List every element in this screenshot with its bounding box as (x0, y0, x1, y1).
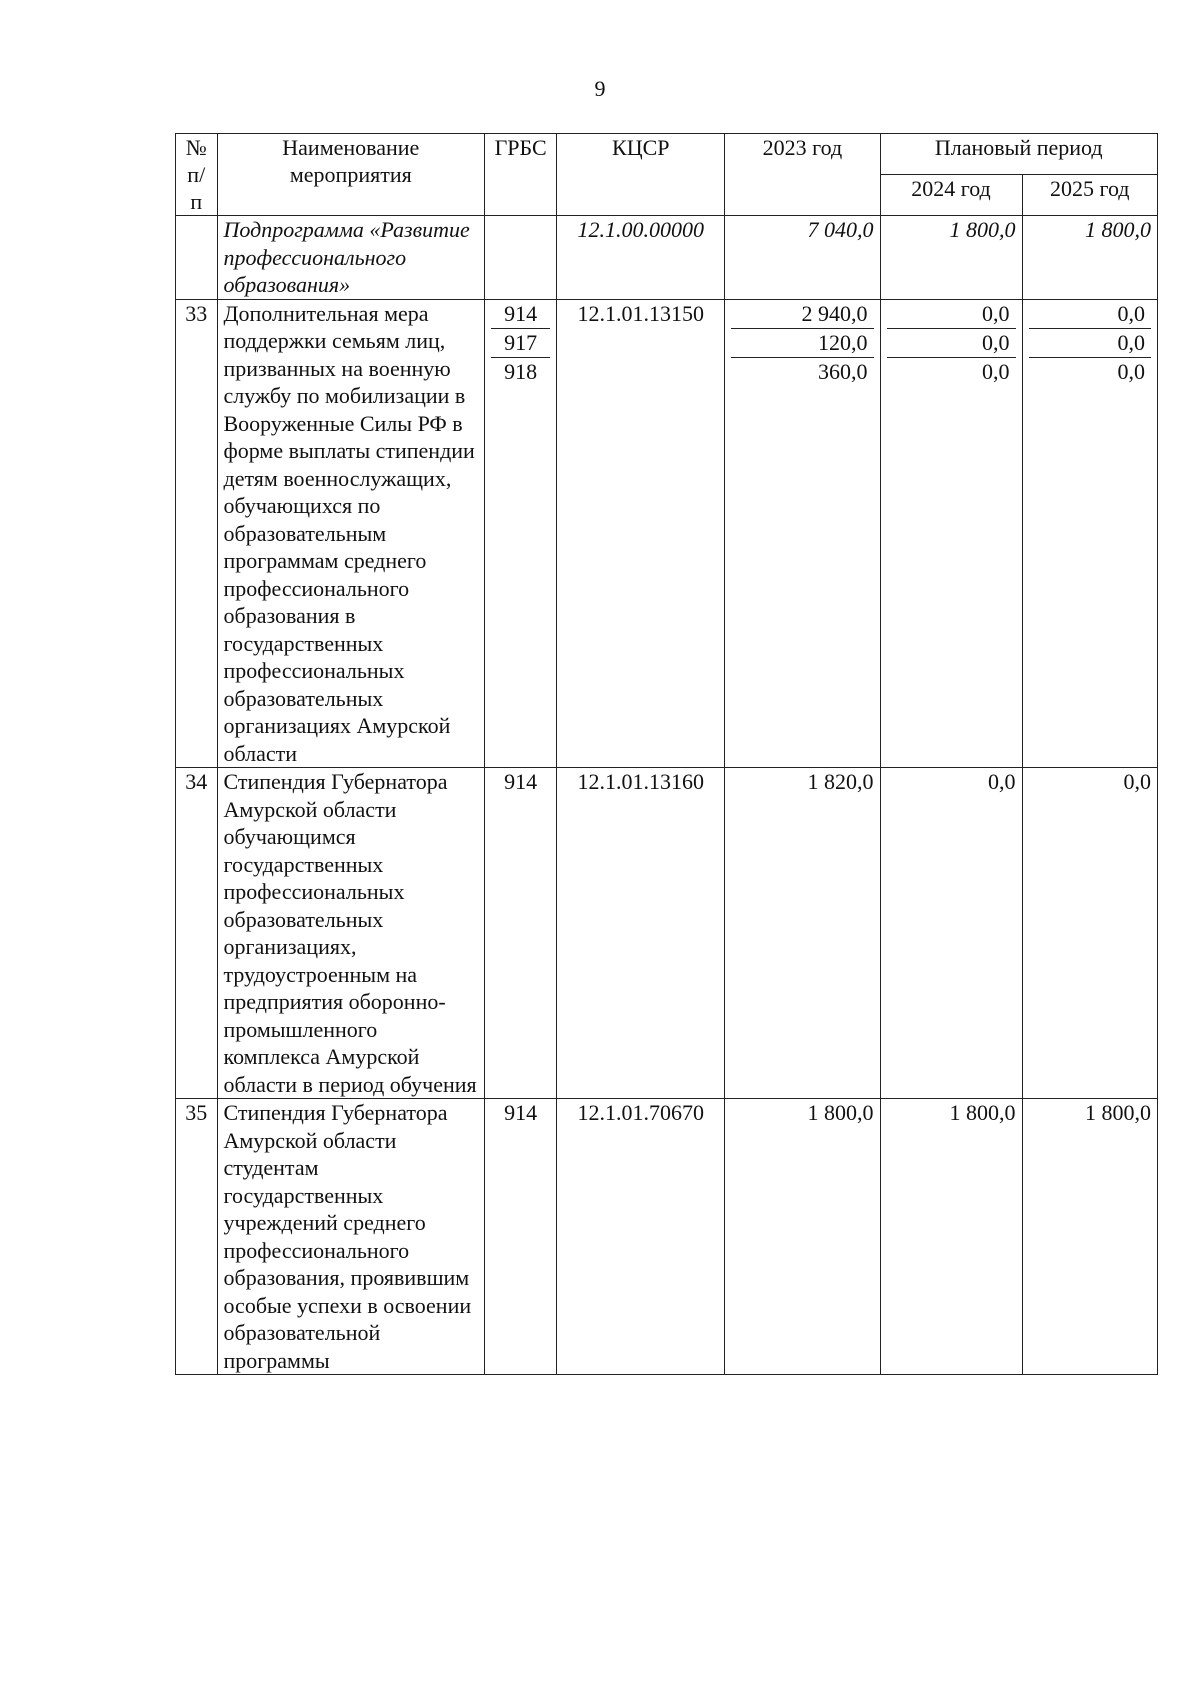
header-2025: 2025 год (1022, 175, 1158, 216)
subprogram-2023: 7 040,0 (725, 216, 880, 300)
row-2025: 1 800,0 (1022, 1099, 1158, 1375)
header-row (176, 134, 1158, 175)
row-name: Стипендия Губернатора Амурской области студентам государственных учреждений среднего профессионального образования, проявившим особые успехи в освоении образовательной программы (217, 1099, 485, 1375)
row-no: 33 (176, 299, 218, 768)
budget-table (175, 133, 1158, 1375)
row-kcsr: 12.1.01.13160 (557, 768, 725, 1099)
row-2024-line: 0,0 (887, 300, 1016, 329)
header-name: Наименование мероприятия (217, 134, 485, 216)
subprogram-name: Подпрограмма «Развитие профессионального образования» (217, 216, 485, 300)
table-row (176, 768, 1158, 1099)
row-2025-line: 0,0 (1029, 329, 1152, 358)
row-grbs (485, 299, 557, 768)
row-2025: 0,0 (1022, 768, 1158, 1099)
row-2024: 0,0 (880, 768, 1022, 1099)
row-2023: 1 800,0 (725, 1099, 880, 1375)
row-2023: 1 820,0 (725, 768, 880, 1099)
header-2023: 2023 год (725, 134, 880, 216)
subprogram-2025: 1 800,0 (1022, 216, 1158, 300)
row-grbs-line: 914 (491, 300, 550, 329)
subprogram-row (176, 216, 1158, 300)
row-2024-line: 0,0 (982, 358, 1010, 384)
header-no: № п/п (176, 134, 218, 216)
row-grbs: 914 (485, 768, 557, 1099)
row-2023-line: 120,0 (731, 329, 873, 358)
row-2023 (725, 299, 880, 768)
header-planned-period: Плановый период (880, 134, 1158, 175)
row-name: Дополнительная мера поддержки семьям лиц, призванных на военную службу по мобилизации в Вооруженные Силы РФ в форме выплаты стипендии детям военнослужащих, обучающихся по образовательным программам среднего профессионального образования в государственных профессиональных образовательных организациях Амурской области (217, 299, 485, 768)
row-grbs-line: 918 (504, 358, 538, 384)
row-no: 34 (176, 768, 218, 1099)
row-name: Стипендия Губернатора Амурской области обучающимся государственных профессиональных образовательных организациях, трудоустроенным на предприятия оборонно-промышленного комплекса Амурской области в период обучения (217, 768, 485, 1099)
subprogram-kcsr: 12.1.00.00000 (557, 216, 725, 300)
table-row (176, 299, 1158, 768)
header-grbs: ГРБС (485, 134, 557, 216)
row-2024 (880, 299, 1022, 768)
row-grbs: 914 (485, 1099, 557, 1375)
row-2023-line: 2 940,0 (731, 300, 873, 329)
header-2024: 2024 год (880, 175, 1022, 216)
table-row (176, 1099, 1158, 1375)
row-2024: 1 800,0 (880, 1099, 1022, 1375)
row-2025-line: 0,0 (1117, 358, 1145, 384)
header-kcsr: КЦСР (557, 134, 725, 216)
row-2025-line: 0,0 (1029, 300, 1152, 329)
subprogram-2024: 1 800,0 (880, 216, 1022, 300)
row-2024-line: 0,0 (887, 329, 1016, 358)
subprogram-no (176, 216, 218, 300)
row-no: 35 (176, 1099, 218, 1375)
row-2023-line: 360,0 (818, 358, 868, 384)
row-kcsr: 12.1.01.70670 (557, 1099, 725, 1375)
subprogram-grbs (485, 216, 557, 300)
row-kcsr: 12.1.01.13150 (557, 299, 725, 768)
page-number: 9 (594, 76, 606, 101)
row-2025 (1022, 299, 1158, 768)
row-grbs-line: 917 (491, 329, 550, 358)
